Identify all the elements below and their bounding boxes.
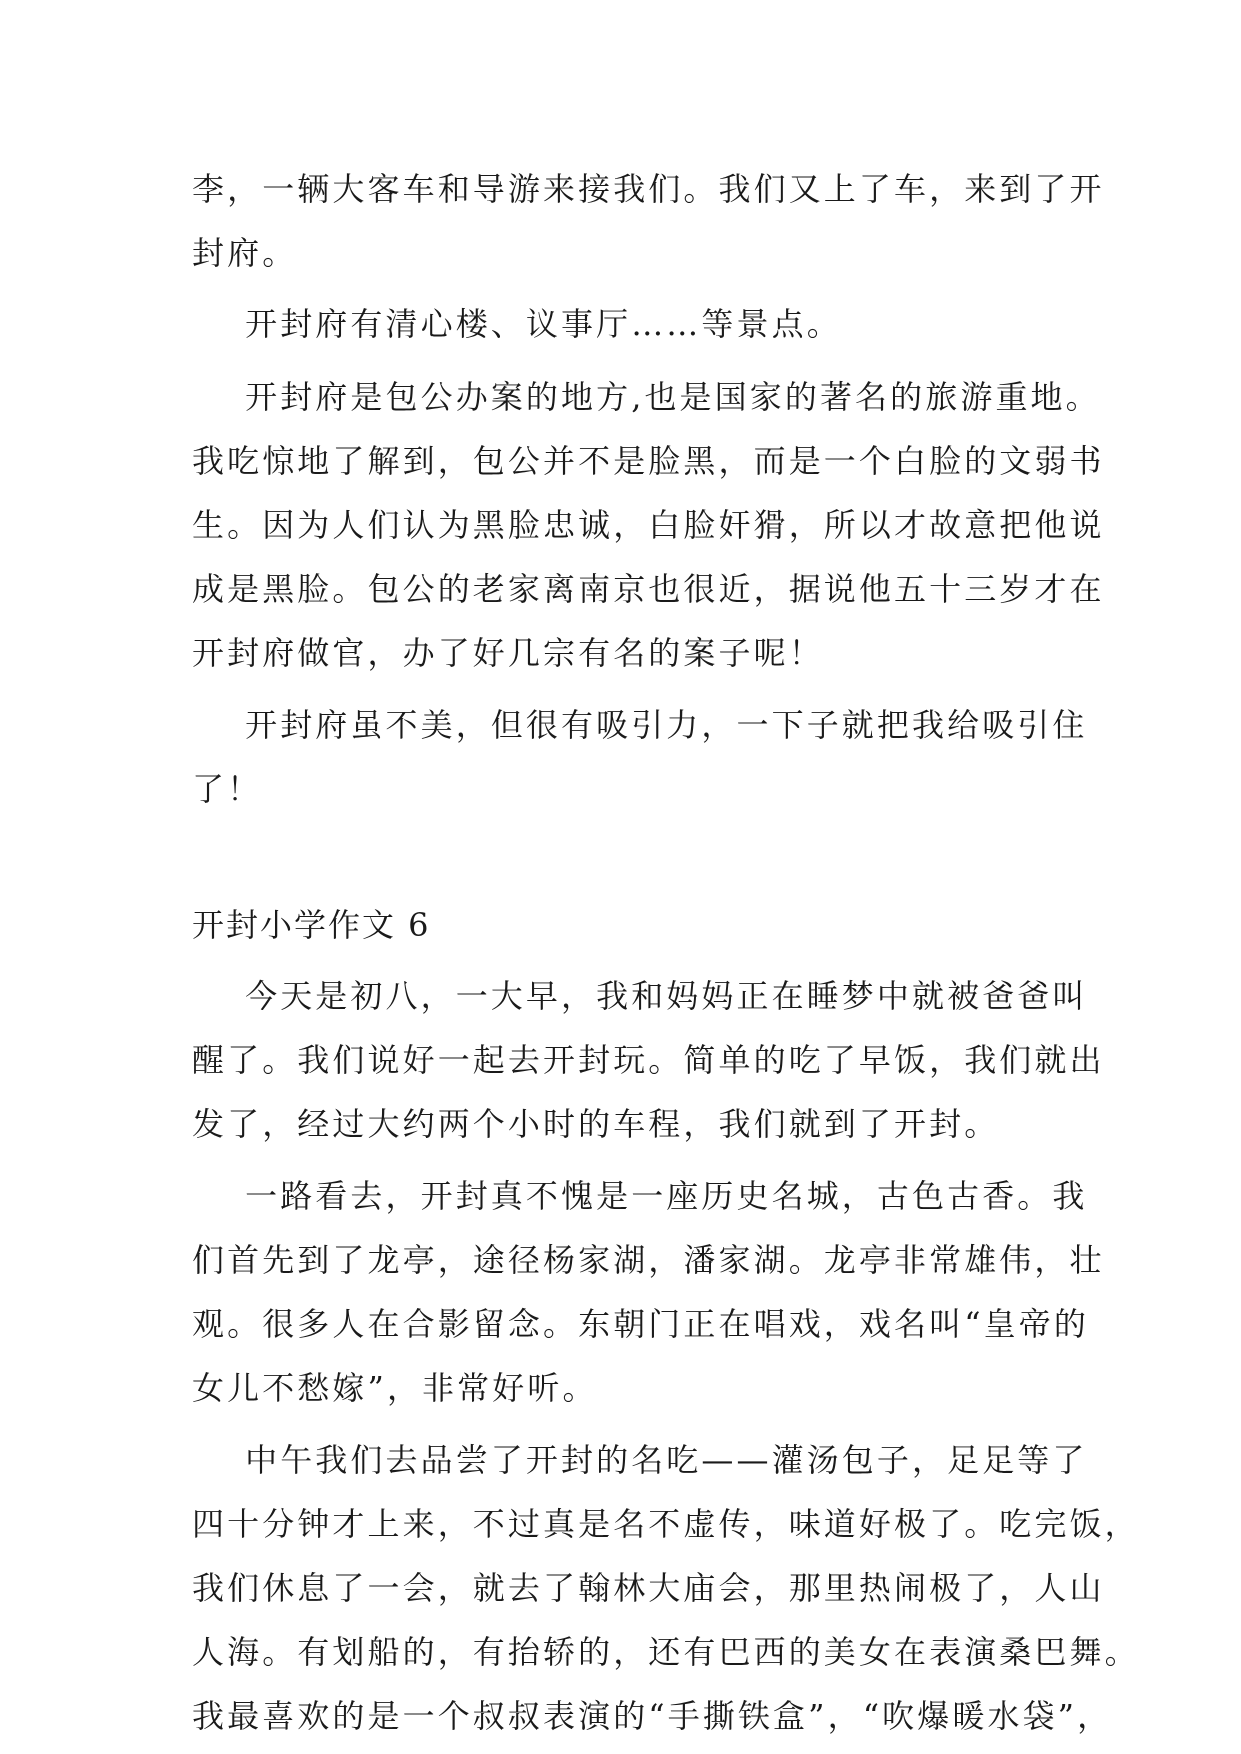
section-title: 开封小学作文 6	[192, 906, 431, 944]
text-line: 开封府是包公办案的地方,也是国家的著名的旅游重地。	[192, 378, 1101, 416]
text-line: 发了，经过大约两个小时的车程，我们就到了开封。	[192, 1105, 1000, 1143]
text-line: 了！	[192, 770, 263, 808]
text-line: 开封府做官，办了好几宗有名的案子呢！	[192, 634, 824, 672]
text-line: 开封府有清心楼、议事厅……等景点。	[192, 305, 842, 343]
text-line: 中午我们去品尝了开封的名吃——灌汤包子，足足等了	[192, 1441, 1088, 1479]
text-line: 生。因为人们认为黑脸忠诚，白脸奸猾，所以才故意把他说	[192, 506, 1105, 544]
text-line: 女儿不愁嫁”，非常好听。	[192, 1369, 598, 1407]
text-line: 我最喜欢的是一个叔叔表演的“手撕铁盒”，“吹爆暖水袋”，	[192, 1697, 1113, 1735]
text-line: 四十分钟才上来，不过真是名不虚传，味道好极了。吃完饭，	[192, 1505, 1140, 1543]
text-line: 成是黑脸。包公的老家离南京也很近，据说他五十三岁才在	[192, 570, 1105, 608]
text-line: 们首先到了龙亭，途径杨家湖，潘家湖。龙亭非常雄伟，壮	[192, 1241, 1105, 1279]
text-line: 观。很多人在合影留念。东朝门正在唱戏，戏名叫“皇帝的	[192, 1305, 1089, 1343]
text-line: 人海。有划船的，有抬轿的，还有巴西的美女在表演桑巴舞。	[192, 1633, 1140, 1671]
text-line: 一路看去，开封真不愧是一座历史名城，古色古香。我	[192, 1177, 1088, 1215]
text-line: 今天是初八，一大早，我和妈妈正在睡梦中就被爸爸叫	[192, 977, 1088, 1015]
text-line: 李，一辆大客车和导游来接我们。我们又上了车，来到了开	[192, 170, 1105, 208]
text-line: 封府。	[192, 234, 298, 272]
text-line: 我吃惊地了解到，包公并不是脸黑，而是一个白脸的文弱书	[192, 442, 1105, 480]
text-line: 开封府虽不美，但很有吸引力，一下子就把我给吸引住	[192, 706, 1088, 744]
text-line: 醒了。我们说好一起去开封玩。简单的吃了早饭，我们就出	[192, 1041, 1105, 1079]
text-line: 我们休息了一会，就去了翰林大庙会，那里热闹极了，人山	[192, 1569, 1105, 1607]
